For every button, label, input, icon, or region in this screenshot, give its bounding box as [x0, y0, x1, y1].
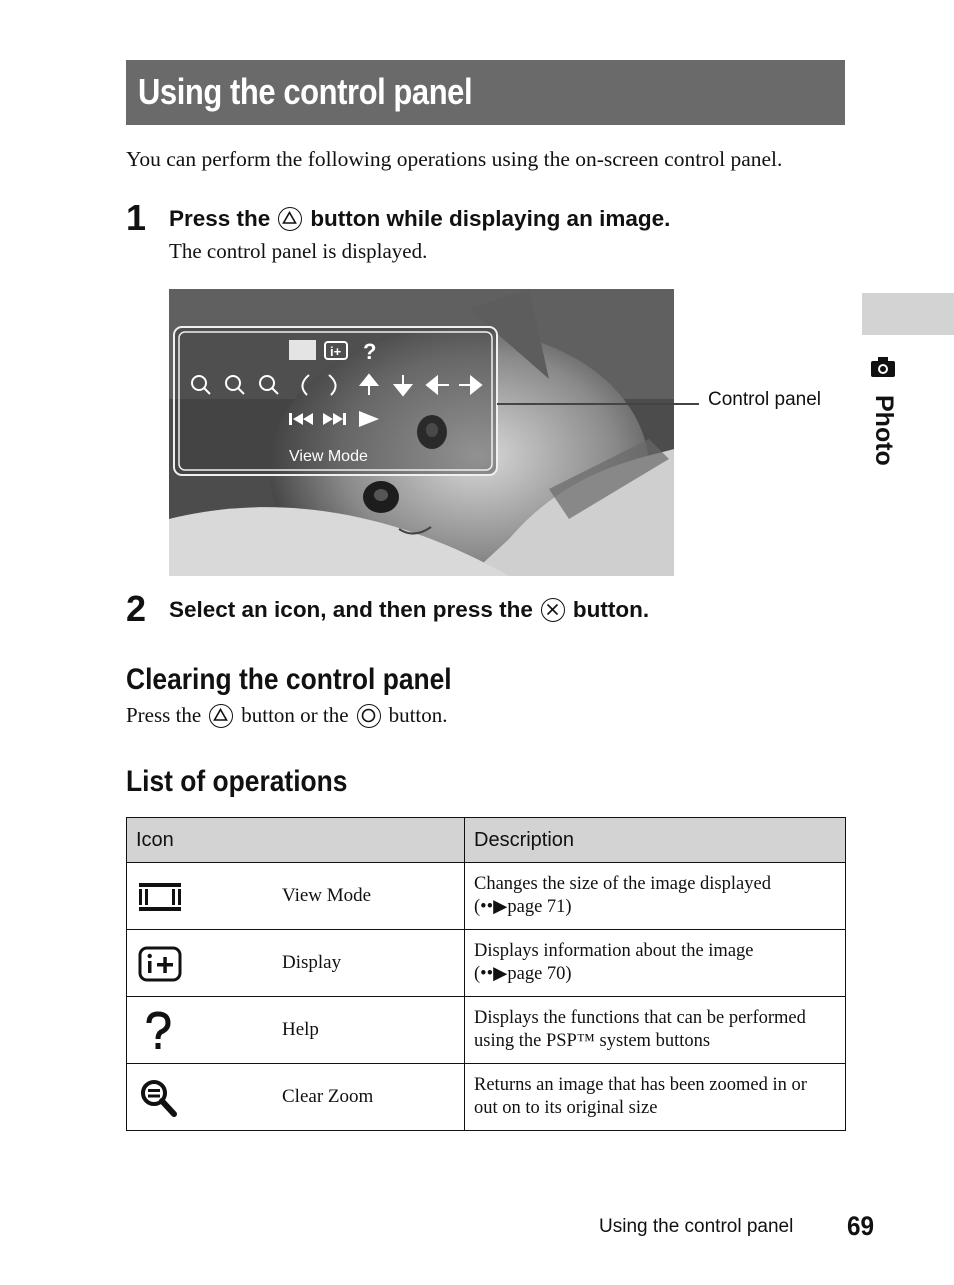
row-desc-line2: (••▶page 71): [474, 897, 572, 917]
list-heading: List of operations: [126, 765, 348, 798]
clear-zoom-icon: [137, 1078, 183, 1118]
step-1-text: [169, 206, 670, 232]
row-name: Clear Zoom: [282, 1086, 374, 1107]
step-1-number: 1: [126, 197, 147, 238]
header-icon: Icon: [127, 818, 465, 863]
table-row: [127, 930, 846, 997]
callout-line: [497, 403, 699, 405]
step-2-text: [169, 597, 649, 623]
page-ref-arrow-icon: ••▶: [480, 964, 508, 984]
page-title: Using the control panel: [138, 71, 473, 112]
clearing-text-c: button.: [388, 703, 448, 727]
triangle-button-icon: [209, 704, 233, 728]
operations-table: [126, 817, 846, 1131]
table-row: [127, 997, 846, 1064]
step-2-after: button.: [572, 597, 650, 622]
row-desc-line1: Changes the size of the image displayed: [474, 874, 771, 894]
side-tab-label: Photo: [870, 395, 898, 466]
svg-text:?: ?: [363, 339, 377, 364]
step-1-after: button while displaying an image.: [310, 206, 671, 231]
panel-view-mode-label: View Mode: [289, 448, 368, 465]
row-desc-line1: Returns an image that has been zoomed in or: [474, 1075, 807, 1095]
row-name: Display: [282, 952, 342, 973]
page-title-bar: [126, 60, 845, 125]
cross-button-icon: [541, 598, 565, 622]
row-desc-line1: Displays information about the image: [474, 941, 754, 961]
header-description: Description: [465, 818, 846, 863]
clearing-heading: Clearing the control panel: [126, 663, 452, 696]
side-tab: [862, 293, 954, 335]
table-header-row: [127, 818, 846, 863]
triangle-button-icon: [278, 207, 302, 231]
camera-icon: [870, 356, 896, 378]
table-row: [127, 1064, 846, 1131]
step-1-sub: The control panel is displayed.: [169, 239, 428, 263]
photo-illustration: [169, 289, 674, 576]
row-desc-line2: out on to its original size: [474, 1098, 658, 1118]
step-2-number: 2: [126, 588, 147, 629]
view-mode-icon: [137, 877, 183, 917]
page-ref-arrow-icon: ••▶: [480, 897, 508, 917]
clearing-text: [126, 703, 448, 728]
callout-label: Control panel: [708, 389, 822, 410]
intro-text: You can perform the following operations using the on-screen control panel.: [126, 147, 783, 171]
row-desc-line1: Displays the functions that can be performed: [474, 1008, 806, 1028]
row-name: View Mode: [282, 885, 372, 906]
step-1-before: Press the: [169, 206, 271, 231]
footer-title: Using the control panel: [599, 1216, 794, 1237]
row-desc-line2: (••▶page 70): [474, 964, 572, 984]
circle-button-icon: [357, 704, 381, 728]
clearing-text-a: Press the: [126, 703, 202, 727]
table-row: [127, 863, 846, 930]
row-name: Help: [282, 1019, 319, 1040]
display-icon: [137, 944, 183, 984]
row-desc-line2: using the PSP™ system buttons: [474, 1031, 711, 1051]
step-2-before: Select an icon, and then press the: [169, 597, 533, 622]
kitten-photo: [169, 289, 674, 576]
svg-text:i+: i+: [330, 344, 342, 359]
help-icon: [137, 1011, 183, 1051]
page-number: 69: [847, 1211, 875, 1241]
clearing-text-b: button or the: [241, 703, 349, 727]
